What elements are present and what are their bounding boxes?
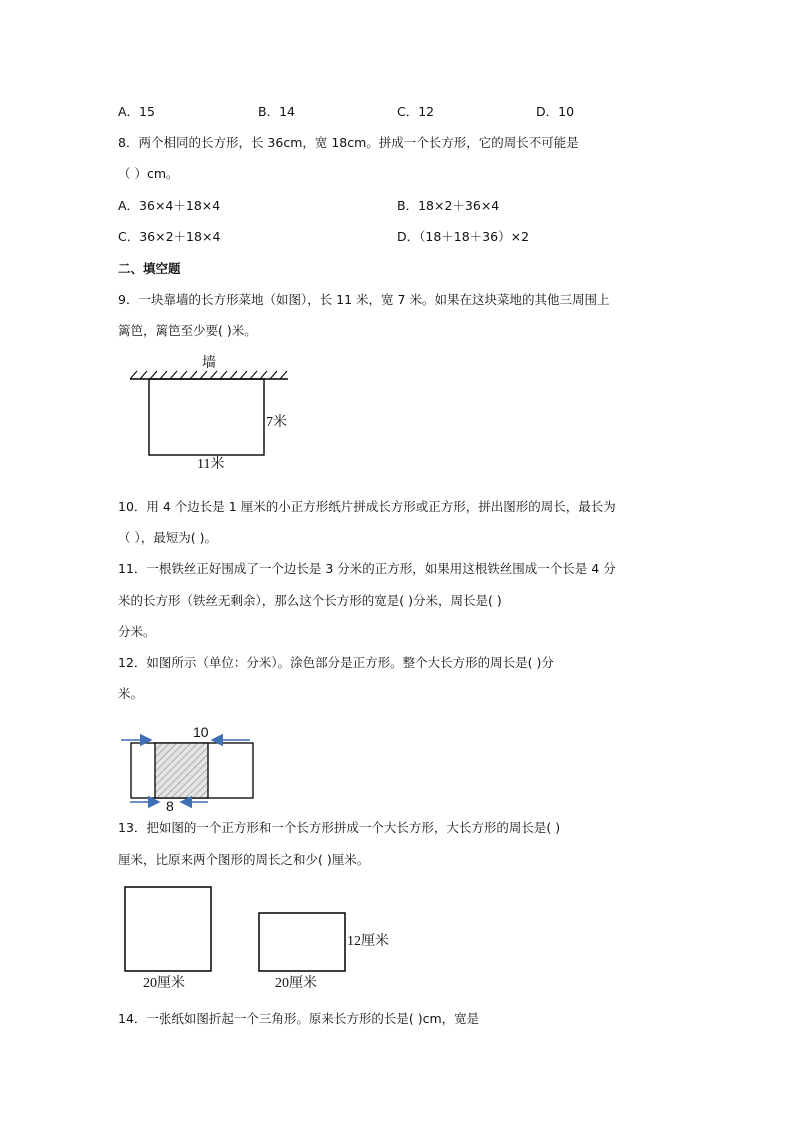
q8-option-a: A．36×4＋18×4 [118,198,221,213]
q13-rect-bottom-label: 20厘米 [275,976,317,991]
q8-option-b: B．18×2＋36×4 [397,198,500,213]
q13-line1: 13．把如图的一个正方形和一个长方形拼成一个大长方形，大长方形的周长是( ) [118,820,561,835]
q12-line2: 米。 [118,686,144,701]
q7-option-d: D．10 [536,104,575,119]
q9-length-label: 11米 [197,457,225,472]
q9-wall-label: 墙 [202,356,216,371]
q8-option-d: D．（18＋18＋36）×2 [397,229,530,244]
q13-square-label: 20厘米 [143,976,185,991]
q12-top-label: 10 [193,724,209,740]
section-title: 二、填空题 [118,261,181,276]
q7-option-a: A．15 [118,104,155,119]
q7-option-b: B．14 [258,104,295,119]
q9-line2: 篱笆，篱笆至少要( )米。 [118,323,257,338]
q11-line3: 分米。 [118,624,156,639]
q11-line1: 11．一根铁丝正好围成了一个边长是 3 分米的正方形，如果用这根铁丝围成一个长是 4 分 [118,561,616,576]
q8-option-c: C．36×2＋18×4 [118,229,221,244]
q13-line2: 厘米，比原来两个图形的周长之和少( )厘米。 [118,852,370,867]
q11-line2: 米的长方形（铁丝无剩余），那么这个长方形的宽是( )分米，周长是( ) [118,593,502,608]
q14-line1: 14．一张纸如图折起一个三角形。原来长方形的长是( )cm，宽是 [118,1011,480,1026]
q9-width-label: 7米 [266,415,287,430]
q7-option-c: C．12 [397,104,435,119]
q8-stem-line1: 8．两个相同的长方形，长 36cm，宽 18cm。拼成一个长方形，它的周长不可能是 [118,135,579,150]
q10-line2: （ ），最短为( )。 [118,530,217,545]
q8-stem-line2: （ ）cm。 [118,166,179,181]
q10-line1: 10．用 4 个边长是 1 厘米的小正方形纸片拼成长方形或正方形，拼出图形的周长，最长为 [118,499,616,514]
q12-line1: 12．如图所示（单位：分米）。涂色部分是正方形。整个大长方形的周长是( )分 [118,655,554,670]
q13-rect-side-label: 12厘米 [347,934,389,949]
q12-bottom-label: 8 [166,798,174,814]
q9-line1: 9．一块靠墙的长方形菜地（如图），长 11 米，宽 7 米。如果在这块菜地的其他三周围上 [118,292,610,307]
